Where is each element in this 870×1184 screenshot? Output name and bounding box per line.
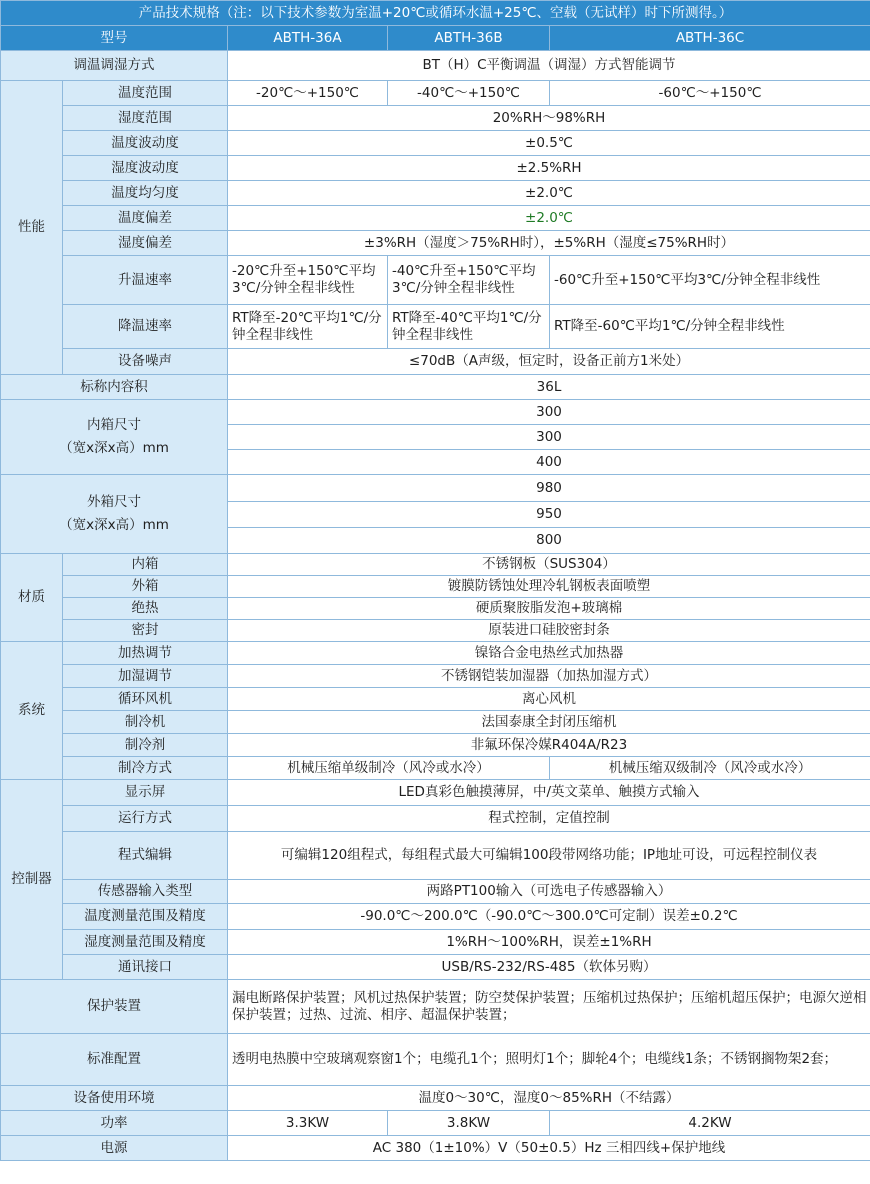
system-refrigerator-value: 法国泰康全封闭压缩机 [228, 711, 870, 734]
supply-label: 电源 [1, 1136, 228, 1161]
controller-comm-label: 通讯接口 [63, 955, 228, 980]
system-heating-value: 镍铬合金电热丝式加热器 [228, 642, 870, 665]
controller-sensor-row [1, 880, 870, 904]
controller-temp-label: 温度测量范围及精度 [63, 904, 228, 930]
inner-size-label [1, 400, 228, 475]
inner-size-label-1: 内箱尺寸 [87, 417, 141, 433]
outer-size-row-w [1, 475, 870, 502]
volume-label: 标称内容积 [1, 375, 228, 400]
model-label: 型号 [1, 26, 228, 51]
material-outer-row [1, 576, 870, 598]
standard-value: 透明电热膜中空玻璃观察窗1个；电缆孔1个；照明灯1个；脚轮4个；电缆线1条；不锈钢搁物架2套； [228, 1034, 870, 1086]
temp-range-c: -60℃～+150℃ [550, 81, 870, 106]
temp-range-row [1, 81, 870, 106]
heat-rate-label: 升温速率 [63, 256, 228, 305]
system-refrigerant-label: 制冷剂 [63, 734, 228, 757]
controller-temp-row [1, 904, 870, 930]
material-outer-label: 外箱 [63, 576, 228, 598]
heat-rate-c: -60℃升至+150℃平均3℃/分钟全程非线性 [550, 256, 870, 305]
power-c: 4.2KW [550, 1111, 870, 1136]
outer-size-label-1: 外箱尺寸 [87, 494, 141, 510]
power-label: 功率 [1, 1111, 228, 1136]
controller-comm-value: USB/RS-232/RS-485（软体另购） [228, 955, 870, 980]
humidity-fluct-label: 湿度波动度 [63, 156, 228, 181]
cool-rate-b: RT降至-40℃平均1℃/分钟全程非线性 [388, 305, 550, 349]
system-fan-value: 离心风机 [228, 688, 870, 711]
humidity-range-label: 湿度范围 [63, 106, 228, 131]
humidity-fluct-value: ±2.5%RH [228, 156, 870, 181]
noise-value: ≤70dB（A声级，恒定时，设备正前方1米处） [228, 349, 870, 375]
controller-label: 控制器 [1, 780, 63, 980]
system-refrigerator-label: 制冷机 [63, 711, 228, 734]
supply-value: AC 380（1±10%）V（50±0.5）Hz 三相四线+保护地线 [228, 1136, 870, 1161]
controller-display-label: 显示屏 [63, 780, 228, 806]
outer-size-w: 980 [228, 475, 870, 502]
power-b: 3.8KW [388, 1111, 550, 1136]
control-mode-value: BT（H）C平衡调温（调湿）方式智能调节 [228, 51, 870, 81]
supply-row [1, 1136, 870, 1161]
cool-rate-a: RT降至-20℃平均1℃/分钟全程非线性 [228, 305, 388, 349]
humidity-dev-row [1, 231, 870, 256]
standard-label: 标准配置 [1, 1034, 228, 1086]
humidity-range-value: 20%RH～98%RH [228, 106, 870, 131]
title-row [1, 1, 870, 26]
noise-label: 设备噪声 [63, 349, 228, 375]
system-cooling-ab: 机械压缩单级制冷（风冷或水冷） [228, 757, 550, 780]
system-cooling-row [1, 757, 870, 780]
volume-row [1, 375, 870, 400]
protection-row [1, 980, 870, 1034]
heat-rate-b: -40℃升至+150℃平均3℃/分钟全程非线性 [388, 256, 550, 305]
material-insulation-label: 绝热 [63, 598, 228, 620]
inner-size-label-2: （宽x深x高）mm [59, 440, 169, 456]
system-refrigerator-row [1, 711, 870, 734]
material-inner-row [1, 554, 870, 576]
protection-label: 保护装置 [1, 980, 228, 1034]
environment-row [1, 1086, 870, 1111]
material-insulation-value: 硬质聚胺脂发泡+玻璃棉 [228, 598, 870, 620]
material-seal-value: 原装进口硅胶密封条 [228, 620, 870, 642]
temp-dev-row [1, 206, 870, 231]
system-humidify-value: 不锈钢铠装加湿器（加热加湿方式） [228, 665, 870, 688]
controller-program-label: 程式编辑 [63, 832, 228, 880]
temp-range-a: -20℃～+150℃ [228, 81, 388, 106]
temp-dev-label: 温度偏差 [63, 206, 228, 231]
protection-value: 漏电断路保护装置；风机过热保护装置；防空焚保护装置；压缩机过热保护；压缩机超压保护；电源欠逆相保护装置；过热、过流、相序、超温保护装置； [228, 980, 870, 1034]
system-fan-label: 循环风机 [63, 688, 228, 711]
controller-humidity-label: 湿度测量范围及精度 [63, 930, 228, 955]
controller-run-row [1, 806, 870, 832]
temp-uniform-value: ±2.0℃ [228, 181, 870, 206]
controller-sensor-label: 传感器输入类型 [63, 880, 228, 904]
controller-sensor-value: 两路PT100输入（可选电子传感器输入） [228, 880, 870, 904]
material-label: 材质 [1, 554, 63, 642]
performance-label: 性能 [1, 81, 63, 375]
control-mode-label: 调温调湿方式 [1, 51, 228, 81]
temp-uniform-row [1, 181, 870, 206]
inner-size-w: 300 [228, 400, 870, 425]
outer-size-d: 950 [228, 502, 870, 528]
controller-program-row [1, 832, 870, 880]
table-title: 产品技术规格（注：以下技术参数为室温+20℃或循环水温+25℃、空载（无试样）时下所测得。） [1, 1, 870, 26]
temp-fluct-value: ±0.5℃ [228, 131, 870, 156]
controller-comm-row [1, 955, 870, 980]
controller-temp-value: -90.0℃～200.0℃（-90.0℃～300.0℃可定制）误差±0.2℃ [228, 904, 870, 930]
humidity-dev-label: 湿度偏差 [63, 231, 228, 256]
material-outer-value: 镀膜防锈蚀处理冷轧钢板表面喷塑 [228, 576, 870, 598]
environment-label: 设备使用环境 [1, 1086, 228, 1111]
temp-uniform-label: 温度均匀度 [63, 181, 228, 206]
heat-rate-a: -20℃升至+150℃平均3℃/分钟全程非线性 [228, 256, 388, 305]
controller-program-value: 可编辑120组程式，每组程式最大可编辑100段带网络功能；IP地址可设，可远程控制仪表 [228, 832, 870, 880]
temp-fluct-label: 温度波动度 [63, 131, 228, 156]
inner-size-row-w [1, 400, 870, 425]
material-inner-label: 内箱 [63, 554, 228, 576]
system-humidify-row [1, 665, 870, 688]
controller-humidity-row [1, 930, 870, 955]
power-row [1, 1111, 870, 1136]
material-inner-value: 不锈钢板（SUS304） [228, 554, 870, 576]
outer-size-label [1, 475, 228, 554]
volume-value: 36L [228, 375, 870, 400]
system-refrigerant-value: 非氟环保冷媒R404A/R23 [228, 734, 870, 757]
temp-dev-value: ±2.0℃ [228, 206, 870, 231]
material-seal-label: 密封 [63, 620, 228, 642]
humidity-dev-value: ±3%RH（湿度＞75%RH时），±5%RH（湿度≤75%RH时） [228, 231, 870, 256]
heat-rate-row [1, 256, 870, 305]
system-heating-row [1, 642, 870, 665]
inner-size-d: 300 [228, 425, 870, 450]
temp-fluct-row [1, 131, 870, 156]
system-fan-row [1, 688, 870, 711]
controller-humidity-value: 1%RH～100%RH，误差±1%RH [228, 930, 870, 955]
standard-row [1, 1034, 870, 1086]
system-heating-label: 加热调节 [63, 642, 228, 665]
noise-row [1, 349, 870, 375]
system-refrigerant-row [1, 734, 870, 757]
system-cooling-c: 机械压缩双级制冷（风冷或水冷） [550, 757, 870, 780]
system-label: 系统 [1, 642, 63, 780]
environment-value: 温度0～30℃，湿度0～85%RH（不结露） [228, 1086, 870, 1111]
cool-rate-label: 降温速率 [63, 305, 228, 349]
controller-display-value: LED真彩色触摸薄屏，中/英文菜单、触摸方式输入 [228, 780, 870, 806]
system-cooling-label: 制冷方式 [63, 757, 228, 780]
cool-rate-c: RT降至-60℃平均1℃/分钟全程非线性 [550, 305, 870, 349]
outer-size-h: 800 [228, 528, 870, 554]
model-header-row [1, 26, 870, 51]
controller-run-value: 程式控制，定值控制 [228, 806, 870, 832]
system-humidify-label: 加湿调节 [63, 665, 228, 688]
outer-size-label-2: （宽x深x高）mm [59, 517, 169, 533]
model-b: ABTH-36B [388, 26, 550, 51]
material-seal-row [1, 620, 870, 642]
humidity-fluct-row [1, 156, 870, 181]
inner-size-h: 400 [228, 450, 870, 475]
temp-range-b: -40℃～+150℃ [388, 81, 550, 106]
controller-display-row [1, 780, 870, 806]
control-mode-row [1, 51, 870, 81]
humidity-range-row [1, 106, 870, 131]
material-insulation-row [1, 598, 870, 620]
model-c: ABTH-36C [550, 26, 870, 51]
controller-run-label: 运行方式 [63, 806, 228, 832]
cool-rate-row [1, 305, 870, 349]
power-a: 3.3KW [228, 1111, 388, 1136]
model-a: ABTH-36A [228, 26, 388, 51]
temp-range-label: 温度范围 [63, 81, 228, 106]
